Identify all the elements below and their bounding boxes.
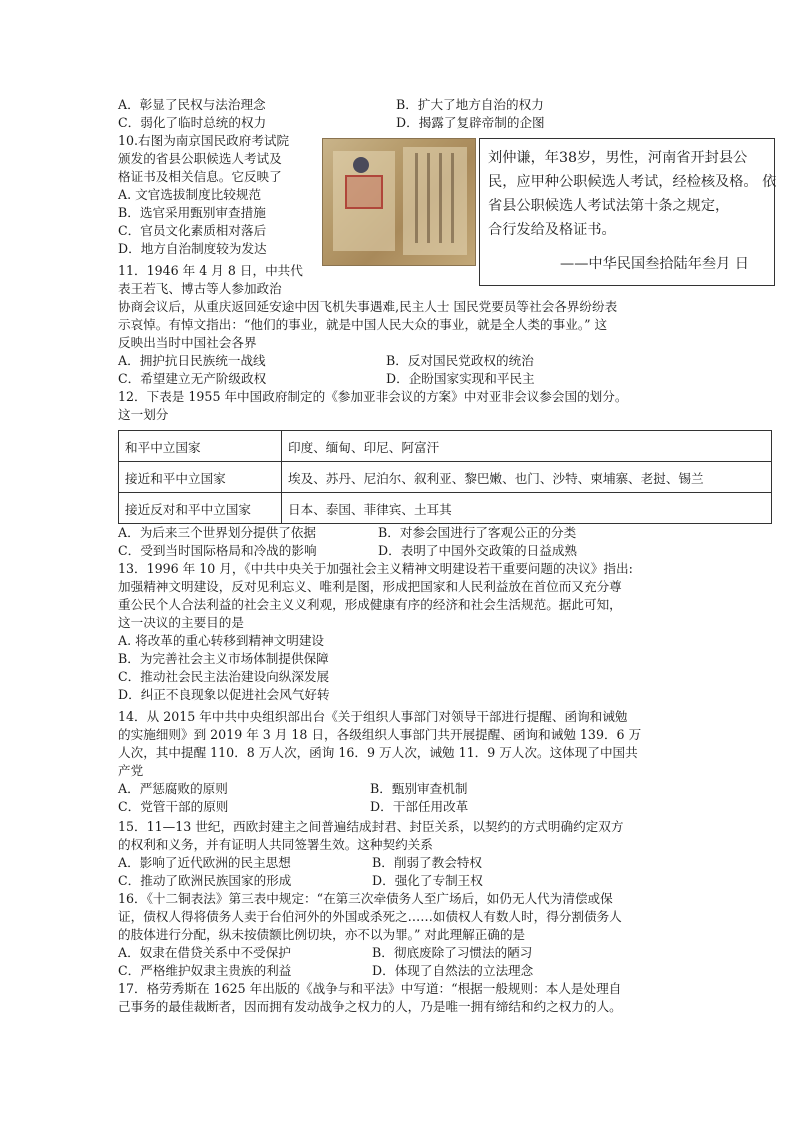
q16-stem-line: 的肢体进行分配，纵未按债额比例切块，亦不以为罪。” 对此理解正确的是 bbox=[118, 927, 526, 942]
q12-option-a: A．为后来三个世界划分提供了依据 bbox=[118, 525, 317, 540]
q11-option-d: D．企盼国家实现和平民主 bbox=[386, 371, 535, 386]
table-cell-countries: 日本、泰国、菲律宾、土耳其 bbox=[282, 493, 772, 524]
q14-stem-line: 14．从 2015 年中共中央组织部出台《关于组织人事部门对领导干部进行提醒、函询和诫勉 bbox=[118, 709, 628, 724]
q9-option-c: C．弱化了临时总统的权力 bbox=[118, 115, 267, 130]
q10-option-d: D．地方自治制度较为发达 bbox=[118, 241, 267, 256]
q14-stem-line: 产党 bbox=[118, 763, 144, 778]
q12-option-c: C．受到当时国际格局和冷战的影响 bbox=[118, 543, 317, 558]
q10-stem-line: 颁发的省县公职候选人考试及 bbox=[118, 151, 282, 166]
q14-stem-line: 的实施细则》到 2019 年 3 月 18 日，各级组织人事部门共开展提醒、函询和诫勉 139．6 万 bbox=[118, 727, 642, 742]
q13-option-c: C．推动社会民主法治建设向纵深发展 bbox=[118, 669, 330, 684]
q10-stem-line: 格证书及相关信息。它反映了 bbox=[118, 169, 282, 184]
vertical-text-stroke bbox=[427, 153, 430, 243]
vertical-text-stroke bbox=[439, 153, 442, 243]
q14-option-b: B．甄别审查机制 bbox=[370, 781, 468, 796]
vertical-text-stroke bbox=[451, 153, 454, 243]
q12-option-d: D．表明了中国外交政策的日益成熟 bbox=[378, 543, 578, 558]
q14-option-a: A．严惩腐败的原则 bbox=[118, 781, 228, 796]
q9-option-d: D．揭露了复辟帝制的企图 bbox=[396, 115, 545, 130]
q11-stem-line: 11．1946 年 4 月 8 日，中共代 bbox=[118, 263, 303, 278]
certificate-quote-box bbox=[479, 138, 775, 286]
emblem-icon bbox=[353, 157, 369, 173]
table-cell-countries: 印度、缅甸、印尼、阿富汗 bbox=[282, 431, 772, 462]
q11-option-c: C．希望建立无产阶级政权 bbox=[118, 371, 267, 386]
q16-stem-line: 16．《十二铜表法》第三表中规定：“在第三次牵债务人至广场后，如仍无人代为清偿或保 bbox=[118, 891, 613, 906]
q14-option-c: C．党管干部的原则 bbox=[118, 799, 229, 814]
q12-stem-line: 这一划分 bbox=[118, 407, 169, 422]
q13-option-b: B．为完善社会主义市场体制提供保障 bbox=[118, 651, 329, 666]
q16-option-c: C．严格维护奴隶主贵族的利益 bbox=[118, 963, 292, 978]
q15-option-b: B．削弱了教会特权 bbox=[372, 855, 483, 870]
table-row bbox=[119, 431, 772, 462]
q14-stem-line: 人次，其中提醒 110．8 万人次，函询 16．9 万人次，诫勉 11．9 万人次。这体现了中国共 bbox=[118, 745, 638, 760]
q13-stem-line: 这一决议的主要目的是 bbox=[118, 615, 244, 630]
q11-stem-line: 协商会议后，从重庆返回延安途中因飞机失事遇难,民主人士 国民党要员等社会各界纷纷表 bbox=[118, 299, 618, 314]
q17-stem-line: 己事务的最佳裁断者，因而拥有发动战争之权力的人，乃是唯一拥有缔结和约之权力的人。 bbox=[118, 999, 622, 1014]
vertical-text-stroke bbox=[415, 153, 418, 243]
q13-option-d: D．纠正不良现象以促进社会风气好转 bbox=[118, 687, 330, 702]
table-row bbox=[119, 462, 772, 493]
q13-option-a: A. 将改革的重心转移到精神文明建设 bbox=[118, 633, 325, 648]
q15-option-c: C．推动了欧洲民族国家的形成 bbox=[118, 873, 292, 888]
q10-option-b: B．选官采用甄别审查措施 bbox=[118, 205, 266, 220]
q9-option-a: A．彰显了民权与法治理念 bbox=[118, 97, 266, 112]
q11-stem-line: 表王若飞、博古等人参加政治 bbox=[118, 281, 282, 296]
table-cell-category: 和平中立国家 bbox=[119, 431, 282, 462]
q13-stem-line: 加强精神文明建设，反对见利忘义、唯利是图，形成把国家和人民利益放在首位而又充分尊 bbox=[118, 579, 622, 594]
q14-option-d: D．干部任用改革 bbox=[370, 799, 469, 814]
q16-option-d: D．体现了自然法的立法理念 bbox=[372, 963, 534, 978]
q13-stem-line: 重公民个人合法利益的社会主义义利观，形成健康有序的经济和社会生活规范。据此可知， bbox=[118, 597, 622, 612]
certificate-right-panel bbox=[403, 147, 467, 255]
q9-option-b: B．扩大了地方自治的权力 bbox=[396, 97, 544, 112]
q12-option-b: B．对参会国进行了客观公正的分类 bbox=[378, 525, 577, 540]
q15-stem-line: 的权利和义务，并有证明人共同签署生效。这种契约关系 bbox=[118, 837, 433, 852]
q15-option-a: A．影响了近代欧洲的民主思想 bbox=[118, 855, 291, 870]
q16-stem-line: 证，债权人得将债务人卖于台伯河外的外国或杀死之……如债权人有数人时，得分割债务人 bbox=[118, 909, 622, 924]
q11-stem-line: 示哀悼。有悼文指出：“他们的事业，就是中国人民大众的事业，就是全人类的事业。” 这 bbox=[118, 317, 608, 332]
q15-option-d: D．强化了专制王权 bbox=[372, 873, 483, 888]
q10-option-c: C．官员文化素质相对落后 bbox=[118, 223, 267, 238]
quote-signature: ——中华民国叁拾陆年叁月 日 bbox=[560, 256, 749, 272]
quote-line: 民，应甲种公职候选人考试，经检核及格。 依 bbox=[488, 174, 777, 190]
quote-line: 刘仲谦，年38岁，男性，河南省开封县公 bbox=[488, 150, 748, 166]
q16-option-b: B．彻底废除了习惯法的陋习 bbox=[372, 945, 533, 960]
q16-option-a: A．奴隶在借贷关系中不受保护 bbox=[118, 945, 291, 960]
q11-option-b: B．反对国民党政权的统治 bbox=[386, 353, 534, 368]
q15-stem-line: 15．11—13 世纪，西欧封建主之间普遍结成封君、封臣关系，以契约的方式明确约定双方 bbox=[118, 819, 624, 834]
table-row bbox=[119, 493, 772, 524]
q11-stem-line: 反映出当时中国社会各界 bbox=[118, 335, 257, 350]
q10-option-a: A. 文官选拔制度比较规范 bbox=[118, 187, 262, 202]
q10-stem-line: 10.右图为南京国民政府考试院 bbox=[118, 133, 290, 148]
q12-stem-line: 12．下表是 1955 年中国政府制定的《参加亚非会议的方案》中对亚非会议参会国的划分。 bbox=[118, 389, 628, 404]
table-cell-countries: 埃及、苏丹、尼泊尔、叙利亚、黎巴嫩、也门、沙特、柬埔寨、老挝、锡兰 bbox=[282, 462, 772, 493]
certificate-photo bbox=[322, 138, 476, 266]
quote-line: 合行发给及格证书。 bbox=[488, 222, 616, 238]
table-cell-category: 接近反对和平中立国家 bbox=[119, 493, 282, 524]
q11-option-a: A．拥护抗日民族统一战线 bbox=[118, 353, 266, 368]
country-classification-table bbox=[118, 430, 772, 524]
q17-stem-line: 17．格劳秀斯在 1625 年出版的《战争与和平法》中写道：“根据一般规则：本人是处理自 bbox=[118, 981, 622, 996]
quote-line: 省县公职候选人考试法第十条之规定， bbox=[488, 198, 730, 214]
red-seal-icon bbox=[345, 175, 383, 209]
q13-stem-line: 13．1996 年 10 月，《中共中央关于加强社会主义精神文明建设若干重要问题的决议》指出: bbox=[118, 561, 633, 576]
table-cell-category: 接近和平中立国家 bbox=[119, 462, 282, 493]
